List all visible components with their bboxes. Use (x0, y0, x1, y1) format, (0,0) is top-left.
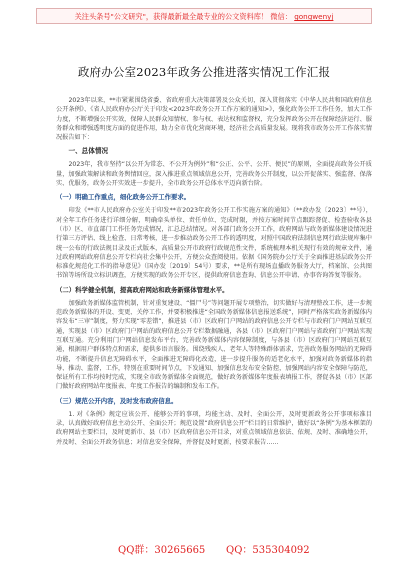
subsection-heading-disclosure: （三）规范公开内容，及时发布政府信息。 (56, 396, 178, 405)
contact-footer (0, 541, 408, 561)
wechat-id-link[interactable]: gongwenyj (294, 12, 334, 21)
qq-number: QQ：535304092 (226, 545, 310, 556)
document-title: 政府办公室2023年政务公推进落实情况工作汇报 (77, 65, 331, 79)
qq-group-number: QQ群：30265665 (118, 545, 206, 556)
mechanism-paragraph: 加强政务新媒体监管机制，针对重复建设、“僵尸号”等问题开展专项整治，切实做好与清理整改工作，进一步规范政务新媒体的开设、变更、关停工作，并要积极推进“全国政务新媒体信息报送系统”，同时严格落实政务新媒体内容发布“三审”制度，努力实现“零差错”，推进县（市）区政府门户网站的政府信息公开专栏与市政府门户网站互联互通，实现县（市）区政府门户网站的政府信息公开专栏数据融通，各县（市）区政府门户网站与省政府门户网站实现互联互通。充分利用门户网站信息发布平台，完善政务新媒体内容保障制度，与各县（市）区政府门户网站互联互通，根据用户群体特点和需求，提供多语言服务。围绕残疾人、老年人等特殊群体需求，完善政务服务网站的无障碍功能，不断提升信息无障碍水平，全面推进无障碍化改造，进一步提升服务的适老化水平，加强对政务新媒体的指导、推动、监督，工作，特别在重要时间节点，下发通知、加强信息发布安全防控，加强网站内容安全保障与防范，保证所有工作均按时完成，实现全市政务新媒体全面规范，做好政务新媒体年度报表填报工作，督促各县（市）区部门做好政府网站年度报表、年度工作报告的编制和发布工作。 (56, 299, 373, 391)
promo-banner-text: 关注头条号"公文研究"，获得最新最全最专业的公文资料库！ 微信： (74, 12, 292, 21)
subsection-heading-mechanism: （二）科学健全机制，提高政府网站和政务新媒体管理水平。 (56, 285, 229, 294)
promo-banner (36, 8, 372, 24)
section-heading-overview: 一、总体情况 (68, 147, 109, 156)
disclosure-paragraph: 1. 对《条例》规定应该公开、能够公开的事项，均能主动、及时、全面公开，及时更新政务公开事项标准目录，认真做好政府信息主动公开、全面公开；规范设置“政府信息公开”栏目的日常维护，做好以“条例”为基本框架的政府网站主要栏目，及时更新市、县（市）区政府信息公开目录，对重点领域信息依法、依规、及时、准确地公开，并及时、全面公开政务信息；对信息安全保障，并督促及时更新，按要求报告…… (56, 410, 373, 446)
document-body (56, 96, 372, 447)
intro-paragraph: 2023年以来，**市紧紧围绕省委、省政府重大决策部署及公众关切，深入贯彻落实《中华人民共和国政府信息公开条例》、《省人民政府办公厅关于印发<2023年政务公开工作方案的通知>》，强化政务公开工作任务，加大工作力度，不断增强公开实效，保障人民群众知情权、参与权、表达权和监督权，充分发挥政务公开在保障经济运行、服务群众和增强透明度方面的促进作用，助力全市优化营商环境，经济社会高质量发展。现将我市政务公开工作落实情况报告如下： (56, 97, 372, 142)
overview-paragraph: 2023年，我市坚持“以公开为常态、不公开为例外”和“公正、公平、公开、便民”的原则，全面提高政务公开质量，加强政策解读和政务舆情回应，深入推进重点领域信息公开，完善政务公开制度，以公开促落实、强监督、保落实、优服务，政务公开实效进一步提升，全市政务公开总体水平迈向新台阶。 (56, 161, 372, 188)
subsection-heading-work-focus: （一）明确工作重点，细化政务公开工作要求。 (56, 193, 191, 202)
work-focus-paragraph: 印发《**市人民政府办公室关于印发**市2023年政务公开工作实施方案的通知》（**政办发〔2023〕**号），对全年工作任务进行详细分解，明确牵头单位、责任单位、完成时限，并按方案时间节点跟踪督促、检查验收各县（市）区、市直部门工作任务完成情况，汇总总结情况。对各部门政务公开工作，政府网站与政务新媒体建设情况进行第三方评估、线上检查、日常考核，进一步推动政务公开工作的透明度，对照中国政府法制信息网行政法规库集中统一公布的行政法规目录及正式版本，高质量公开市政府行政规范性文件，系统梳理本机关现行有效的规章文件，通过政府网站政府信息公开专栏向社会集中公开，方便公众查阅使用。依据《国务院办公厅关于全面推进基层政务公开标准化规范化工作的指导意见》（国办发〔2019〕54号）要求，**是所有现场直播政务服务大厅，档案馆、公共图书馆等场所设立标识调查，方便实现的政务公开专区，提供政府信息查询、信息公开申请、办事咨询答复等服务。 (56, 207, 372, 280)
